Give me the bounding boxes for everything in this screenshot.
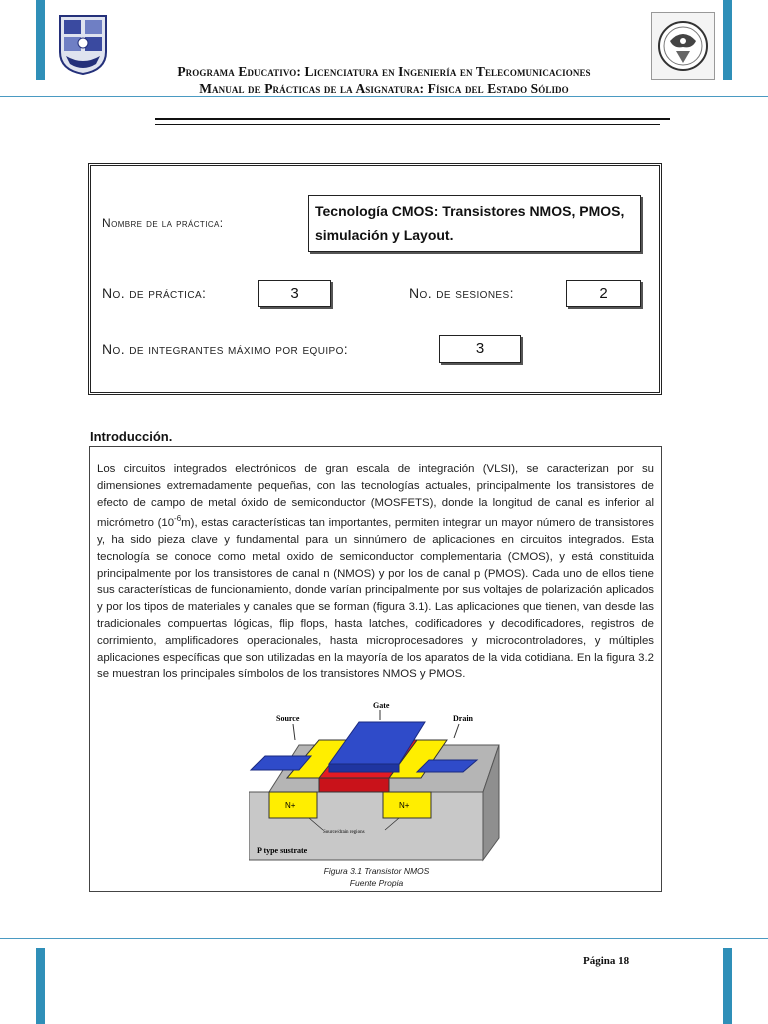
gate-oxide-front [319, 778, 389, 792]
figure-caption: Figura 3.1 Transistor NMOS [323, 866, 430, 876]
practice-name-label: Nombre de la práctica: [102, 216, 224, 230]
intro-text-part-a: Los circuitos integrados electrónicos de gran escala de integración (VLSI), se caracterizan por su dimensiones extremadamente pequeñas, con las tecnologías actuales, principalmente los transistores de efecto de campo de metal óxido de semiconductor (MOSFETS), donde la longitud de canal es inferior al micrómetro (10 [97, 463, 654, 530]
sessions-label: No. de sesiones: [409, 285, 514, 301]
nmos-transistor-figure [249, 700, 505, 870]
introduction-heading: Introducción. [90, 429, 173, 444]
footer-divider [0, 938, 768, 939]
members-label: No. de integrantes máximo por equipo: [102, 341, 349, 357]
source-label: Source [276, 714, 300, 723]
manual-title: Manual de Prácticas de la Asignatura: Física del Estado Sólido [199, 81, 569, 96]
n-plus-right-label: N+ [399, 801, 410, 810]
practice-number-field: 3 [258, 280, 331, 307]
bottom-right-accent-bar [723, 948, 732, 1024]
n-plus-left-label: N+ [285, 801, 296, 810]
title-rule-thick [155, 118, 670, 120]
sessions-field: 2 [566, 280, 641, 307]
introduction-box [89, 446, 662, 892]
source-drain-regions-label: Source/drain regions [323, 830, 365, 835]
gate-label: Gate [373, 701, 390, 710]
page-number: Página 18 [583, 955, 630, 967]
practice-name-field: Tecnología CMOS: Transistores NMOS, PMOS, simulación y Layout. [308, 195, 641, 252]
intro-text-part-b: m), estas características tan importantes, permiten integrar un mayor número de transistores y, ha sido pieza clave y fundamental para un sinnúmero de aplicaciones en circuitos integrados. Esta tecnología se conoce como metal oxido de semiconductor complementaria (CMOS), y está constituida principalmente por los transistores de canal n (NMOS) y por los de canal p (PMOS). Cada uno de ellos tiene sus características de funcionamiento, donde varían principalmente por sus voltajes de polarización aplicados y por los tipos de materiales y canales que se forman (figura 3.1). Las aplicaciones que tienen, van desde las tradicionales compuertas lógicas, flip flops, hasta latches, codificadores y decodificadores, registros de corrimiento, amplificadores operacionales, hasta microprocesadores y microcontroladores, y múltiples aplicaciones específicas que son utilizadas en la mayoría de los aparatos de la vida cotidiana. En la figura 3.2 se muestran los principales símbolos de los transistores NMOS y PMOS. [97, 517, 654, 681]
nmos-diagram-svg [249, 700, 505, 870]
bottom-left-accent-bar [36, 948, 45, 1024]
practice-number-label: No. de práctica: [102, 285, 207, 301]
introduction-text [97, 461, 654, 683]
drain-label: Drain [453, 714, 473, 723]
title-rule-thin [155, 124, 660, 125]
substrate-label: P type sustrate [257, 846, 308, 855]
exponent: -6 [174, 514, 182, 524]
gate-metal-side [329, 764, 399, 772]
figure-source: Fuente Propia [349, 878, 404, 888]
members-field: 3 [439, 335, 521, 363]
program-title: Programa Educativo: Licenciatura en Ingeniería en Telecomunicaciones [177, 64, 591, 79]
